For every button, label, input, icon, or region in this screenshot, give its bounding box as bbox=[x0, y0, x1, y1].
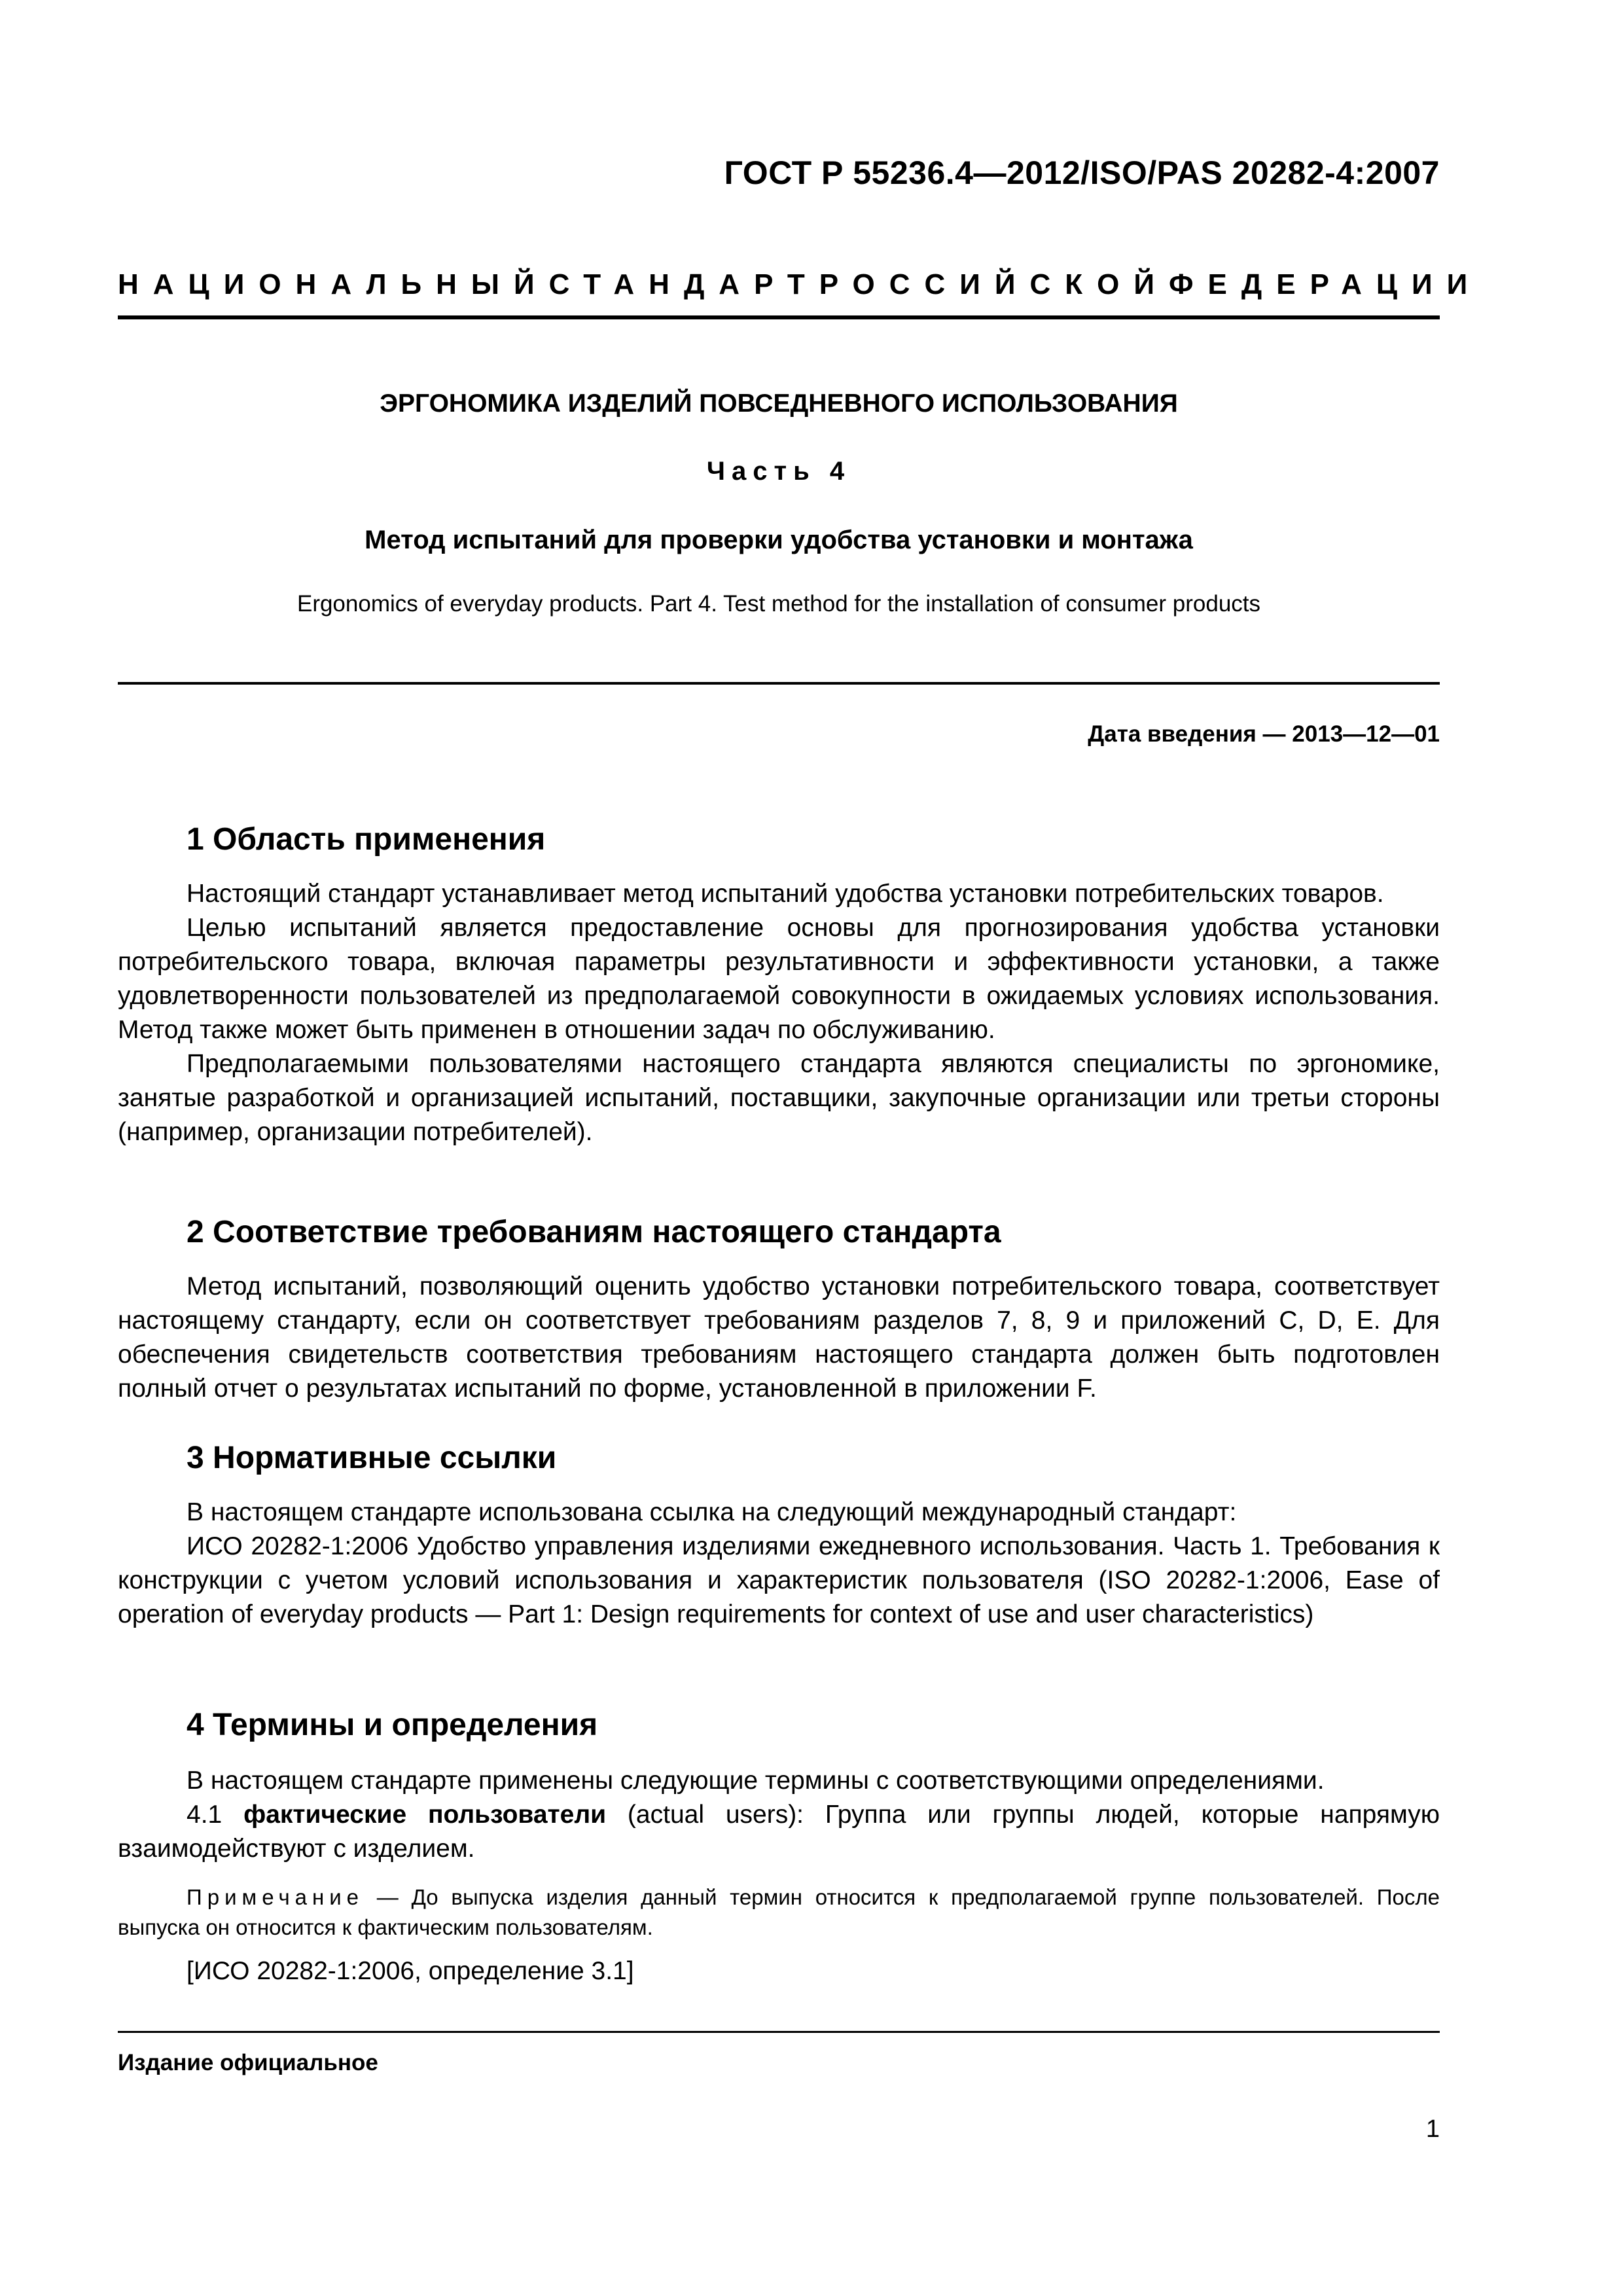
official-edition-label: Издание официальное bbox=[118, 2050, 378, 2075]
part-label: Часть 4 bbox=[706, 457, 851, 486]
english-title: Ergonomics of everyday products. Part 4. Test method for the installation of consumer products bbox=[296, 591, 1261, 617]
page-number: 1 bbox=[1425, 2115, 1440, 2143]
national-word: НАЦИОНАЛЬНЫЙ bbox=[118, 268, 549, 300]
source-reference: [ИСО 20282-1:2006, определение 3.1] bbox=[187, 1957, 634, 1985]
paragraph: Метод испытаний, позволяющий оценить удобство установки потребительского товара, соответствует настоящему стандарту, если он соответствует требованиям разделов 7, 8, 9 и приложений С, D, Е. Для обеспечения свидетельств соответствия требованиям настоящего стандарта должен быть подготовлен полный отчет о результатах испытаний по форме, установленной в приложении F. bbox=[118, 1272, 1440, 1403]
term-definition-text: (actual users): Группа или группы людей, которые напрямую взаимодействуют с изделием. bbox=[118, 1801, 1440, 1863]
national-word: РОССИЙСКОЙ bbox=[819, 268, 1169, 300]
paragraph: В настоящем стандарте использована ссылка на следующий международный стандарт: bbox=[187, 1498, 1237, 1526]
document-code: ГОСТ Р 55236.4—2012/ISO/PAS 20282-4:2007 bbox=[724, 154, 1440, 191]
national-word: СТАНДАРТ bbox=[548, 268, 819, 300]
section-heading: 1 Область применения bbox=[187, 822, 546, 857]
note bbox=[118, 1882, 1440, 1943]
national-standard-banner bbox=[118, 268, 1482, 301]
introduction-date: Дата введения — 2013—12—01 bbox=[1088, 721, 1440, 747]
section-body bbox=[118, 1496, 1440, 1632]
section-heading: 4 Термины и определения bbox=[187, 1708, 598, 1742]
paragraph: В настоящем стандарте применены следующие термины с соответствующими определениями. bbox=[187, 1767, 1325, 1795]
standard-title: ЭРГОНОМИКА ИЗДЕЛИЙ ПОВСЕДНЕВНОГО ИСПОЛЬЗОВАНИЯ bbox=[380, 389, 1178, 418]
paragraph: ИСО 20282-1:2006 Удобство управления изделиями ежедневного использования. Часть 1. Требования к конструкции с учетом условий использования и характеристик пользователя (ISO 20282-1:2006, Ease of operation of everyday products — Part 1: Design requirements for context of use and user characteristics) bbox=[118, 1532, 1440, 1628]
term: фактические пользователи bbox=[243, 1801, 607, 1829]
title-rule bbox=[118, 682, 1440, 685]
paragraph: Предполагаемыми пользователями настоящего стандарта являются специалисты по эргономике, занятые разработкой и организацией испытаний, поставщики, закупочные организации или третьи стороны (например, организации потребителей). bbox=[118, 1050, 1440, 1146]
national-word: ФЕДЕРАЦИИ bbox=[1169, 268, 1482, 300]
note-text: — До выпуска изделия данный термин относится к предполагаемой группе пользователей. После выпуска он относится к фактическим пользователям. bbox=[118, 1885, 1440, 1939]
paragraph: Целью испытаний является предоставление основы для прогнозирования удобства установки потребительского товара, включая параметры результативности и эффективности установки, а также удовлетворенности пользователей из предполагаемой совокупности в ожидаемых условиях использования. Метод также может быть применен в отношении задач по обслуживанию. bbox=[118, 914, 1440, 1044]
standard-subtitle: Метод испытаний для проверки удобства установки и монтажа bbox=[365, 526, 1193, 554]
paragraph: Настоящий стандарт устанавливает метод испытаний удобства установки потребительских товаров. bbox=[187, 880, 1384, 908]
section-body bbox=[118, 1764, 1440, 1866]
term-number: 4.1 bbox=[187, 1801, 223, 1829]
note-label: Примечание bbox=[187, 1885, 365, 1909]
section-body bbox=[118, 877, 1440, 1149]
term-definition bbox=[118, 1798, 1440, 1866]
header-rule bbox=[118, 315, 1440, 319]
section-body bbox=[118, 1270, 1440, 1406]
section-heading: 2 Соответствие требованиям настоящего стандарта bbox=[187, 1215, 1001, 1249]
footer-rule bbox=[118, 2031, 1440, 2033]
section-heading: 3 Нормативные ссылки bbox=[187, 1441, 557, 1475]
